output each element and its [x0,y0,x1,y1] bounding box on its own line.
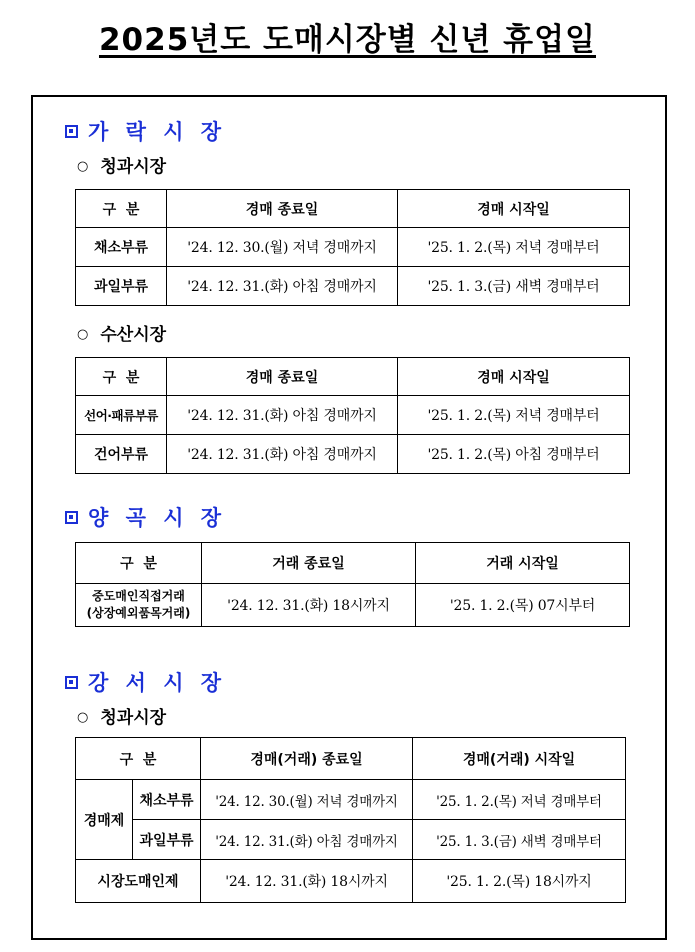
subheading-garak-produce [77,152,166,177]
header-category: 구 분 [76,358,167,396]
table-header-row [76,190,630,228]
section-heading-text: 강 서 시 장 [88,671,227,695]
row-start-date: '25. 1. 2.(목) 저녁 경매부터 [413,780,626,820]
garak-fishery-table [75,357,630,474]
row-start-date: '25. 1. 2.(목) 07시부터 [416,584,630,627]
section-heading-garak [65,116,226,146]
header-end-date: 경매 종료일 [167,358,398,396]
section-heading-gangseo [65,667,226,697]
row-category: 채소부류 [133,780,201,820]
row-category [76,584,202,627]
table-header-row [76,358,630,396]
header-start-date: 거래 시작일 [416,543,630,584]
row-category: 시장도매인제 [76,860,201,903]
row-category-line2: (상장예외품목거래) [86,606,191,620]
header-end-date: 경매 종료일 [167,190,398,228]
section-heading-yanggok [65,502,226,532]
row-start-date: '25. 1. 2.(목) 아침 경매부터 [398,435,630,474]
table-header-row [76,738,626,780]
row-category: 건어부류 [76,435,167,474]
square-bullet-icon [65,125,78,138]
row-end-date: '24. 12. 31.(화) 아침 경매까지 [201,820,413,860]
table-row [76,860,626,903]
row-start-date: '25. 1. 3.(금) 새벽 경매부터 [398,267,630,306]
row-start-date: '25. 1. 3.(금) 새벽 경매부터 [413,820,626,860]
garak-produce-table [75,189,630,306]
section-heading-text: 가 락 시 장 [88,120,227,144]
subheading-gangseo-produce [77,703,166,728]
table-row [76,780,626,820]
page-title [0,14,695,59]
row-end-date: '24. 12. 31.(화) 아침 경매까지 [167,435,398,474]
row-category: 선어·패류부류 [76,396,167,435]
row-end-date: '24. 12. 31.(화) 18시까지 [202,584,416,627]
header-end-date: 경매(거래) 종료일 [201,738,413,780]
table-row [76,584,630,627]
row-end-date: '24. 12. 31.(화) 아침 경매까지 [167,396,398,435]
header-category: 구 분 [76,543,202,584]
header-start-date: 경매(거래) 시작일 [413,738,626,780]
circle-bullet-icon: ○ [77,327,89,342]
table-row [76,435,630,474]
header-start-date: 경매 시작일 [398,358,630,396]
yanggok-table [75,542,630,627]
row-category: 과일부류 [76,267,167,306]
row-end-date: '24. 12. 31.(화) 18시까지 [201,860,413,903]
row-group-auction: 경매제 [76,780,133,860]
row-category: 과일부류 [133,820,201,860]
row-category-line1: 중도매인직접거래 [92,589,185,603]
row-end-date: '24. 12. 30.(월) 저녁 경매까지 [201,780,413,820]
row-start-date: '25. 1. 2.(목) 저녁 경매부터 [398,228,630,267]
subheading-text: 청과시장 [100,157,167,177]
header-category: 구 분 [76,738,201,780]
row-end-date: '24. 12. 30.(월) 저녁 경매까지 [167,228,398,267]
header-start-date: 경매 시작일 [398,190,630,228]
row-start-date: '25. 1. 2.(목) 18시까지 [413,860,626,903]
gangseo-produce-table [75,737,626,903]
table-row [76,396,630,435]
circle-bullet-icon: ○ [77,710,89,725]
square-bullet-icon [65,511,78,524]
row-end-date: '24. 12. 31.(화) 아침 경매까지 [167,267,398,306]
table-header-row [76,543,630,584]
row-category: 채소부류 [76,228,167,267]
table-row [76,267,630,306]
section-heading-text: 양 곡 시 장 [88,506,227,530]
header-end-date: 거래 종료일 [202,543,416,584]
row-start-date: '25. 1. 2.(목) 저녁 경매부터 [398,396,630,435]
table-row [76,228,630,267]
square-bullet-icon [65,676,78,689]
table-row [76,820,626,860]
subheading-text: 청과시장 [100,708,167,728]
page-title-text: 2025년도 도매시장별 신년 휴업일 [98,22,596,58]
circle-bullet-icon: ○ [77,159,89,174]
header-category: 구 분 [76,190,167,228]
subheading-garak-fishery [77,320,166,345]
subheading-text: 수산시장 [100,325,167,345]
